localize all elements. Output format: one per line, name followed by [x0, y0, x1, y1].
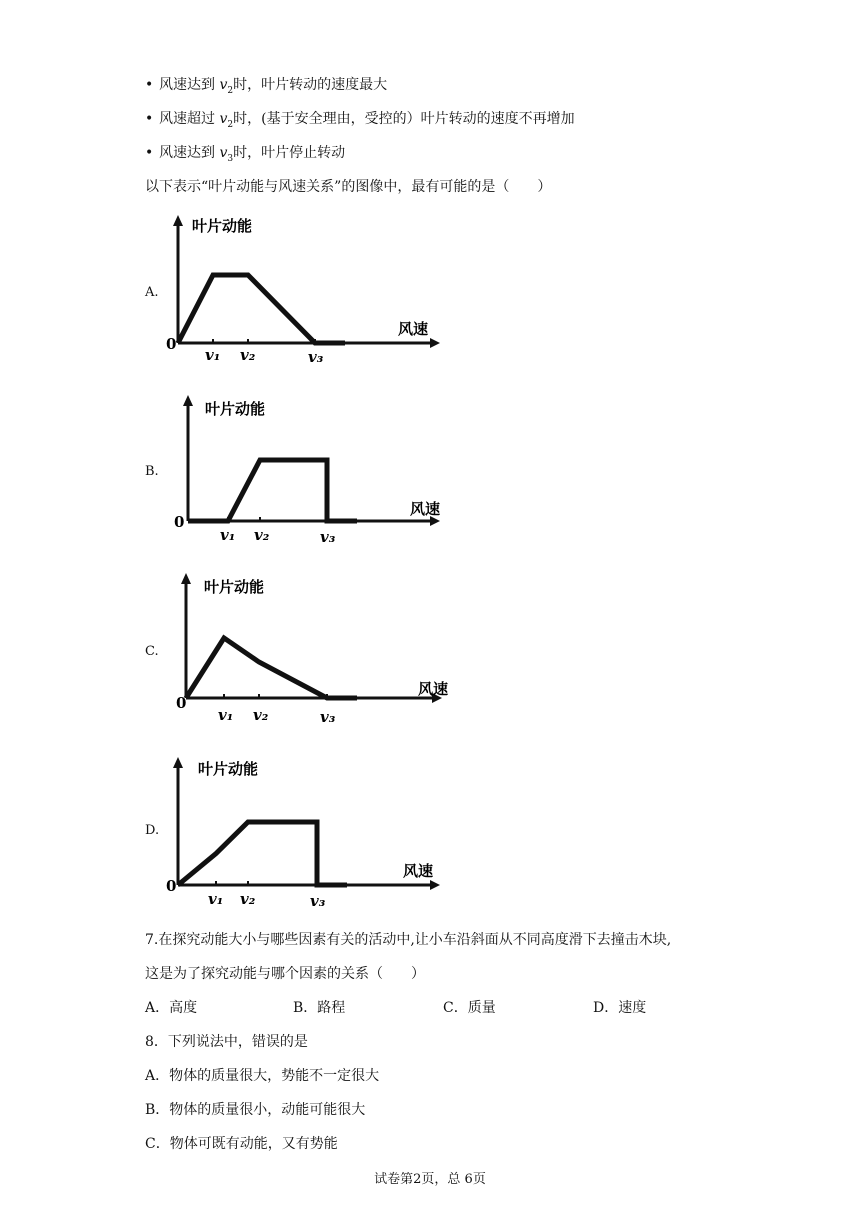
option-letter-d: D. — [145, 823, 160, 838]
q7-option-c: C．质量 — [443, 1000, 496, 1016]
question-8-stem: 8．下列说法中，错误的是 — [145, 1034, 308, 1050]
origin-label: 0 — [176, 694, 187, 712]
y-axis-arrow — [183, 395, 193, 406]
option-letter-c: C. — [145, 644, 159, 659]
v2-label: v₂ — [240, 346, 256, 364]
x-axis-label: 风速 — [398, 320, 429, 338]
v1-label: v₁ — [205, 346, 221, 364]
q8-option-b: B．物体的质量很小，动能可能很大 — [145, 1102, 366, 1118]
v3-label: v₃ — [320, 708, 336, 726]
origin-label: 0 — [166, 335, 177, 353]
subscript: 2 — [227, 85, 234, 96]
v3-label: v₃ — [310, 892, 326, 910]
v2-label: v₂ — [240, 890, 256, 908]
graph-c-curve — [186, 638, 357, 698]
bullet-text: 时，叶片停止转动 — [233, 145, 346, 161]
graph-a-curve — [178, 275, 345, 343]
y-axis-label: 叶片动能 — [198, 760, 259, 778]
option-letter-b: B. — [145, 464, 159, 479]
graph-d-svg — [160, 752, 450, 917]
variable: v — [219, 77, 228, 93]
v2-label: v₂ — [253, 706, 269, 724]
bullet-dot: • — [145, 77, 154, 93]
x-axis-arrow — [430, 880, 440, 890]
graph-d — [160, 752, 450, 921]
graph-c-svg — [160, 568, 450, 733]
v1-label: v₁ — [208, 890, 224, 908]
q7-option-b: B．路程 — [293, 1000, 346, 1016]
question-7-line-1: 7.在探究动能大小与哪些因素有关的活动中,让小车沿斜面从不同高度滑下去撞击木块, — [145, 932, 672, 948]
graph-b-svg — [160, 390, 450, 555]
graph-a — [160, 210, 450, 379]
bullet-dot: • — [145, 111, 154, 127]
bullet-dot: • — [145, 145, 154, 161]
v1-label: v₁ — [220, 526, 236, 544]
origin-label: 0 — [174, 513, 185, 531]
page-footer: 试卷第2页，总 6页 — [374, 1172, 486, 1187]
bullet-text: 风速超过 — [159, 111, 220, 127]
y-axis-arrow — [181, 573, 191, 584]
option-letter-a: A. — [145, 285, 159, 300]
x-axis-label: 风速 — [410, 500, 441, 518]
x-axis-label: 风速 — [418, 680, 449, 698]
v3-label: v₃ — [308, 348, 324, 366]
question-7-line-2: 这是为了探究动能与哪个因素的关系（ ） — [145, 966, 425, 982]
bullet-text: 时，(基于安全理由，受控的）叶片转动的速度不再增加 — [233, 111, 575, 127]
origin-label: 0 — [166, 877, 177, 895]
x-axis-arrow — [430, 338, 440, 348]
graph-d-curve — [178, 822, 347, 885]
q8-option-a: A．物体的质量很大，势能不一定很大 — [145, 1068, 380, 1084]
bullet-text: 时，叶片转动的速度最大 — [233, 77, 388, 93]
y-axis-arrow — [173, 757, 183, 768]
graph-b — [160, 390, 450, 559]
variable: v — [219, 145, 228, 161]
graph-a-svg — [160, 210, 450, 375]
bullet-line-1 — [145, 74, 387, 96]
v2-label: v₂ — [254, 526, 270, 544]
y-axis-label: 叶片动能 — [192, 217, 253, 235]
bullet-text: 风速达到 — [159, 145, 220, 161]
v3-label: v₃ — [320, 528, 336, 546]
y-axis-label: 叶片动能 — [205, 400, 266, 418]
subscript: 2 — [227, 119, 234, 130]
bullet-line-2 — [145, 108, 575, 130]
graph-c — [160, 568, 450, 737]
q8-option-c: C．物体可既有动能，又有势能 — [145, 1136, 338, 1152]
subscript: 3 — [227, 153, 234, 164]
variable: v — [219, 111, 228, 127]
x-axis-label: 风速 — [403, 862, 434, 880]
bullet-line-3 — [145, 142, 345, 164]
bullet-text: 风速达到 — [159, 77, 220, 93]
v1-label: v₁ — [218, 706, 234, 724]
y-axis-label: 叶片动能 — [204, 578, 265, 596]
graph-b-curve — [188, 460, 357, 521]
y-axis-arrow — [173, 215, 183, 226]
question-6-stem: 以下表示“叶片动能与风速关系”的图像中，最有可能的是（ ） — [145, 179, 552, 195]
q7-option-d: D．速度 — [593, 1000, 647, 1016]
q7-option-a: A．高度 — [145, 1000, 198, 1016]
